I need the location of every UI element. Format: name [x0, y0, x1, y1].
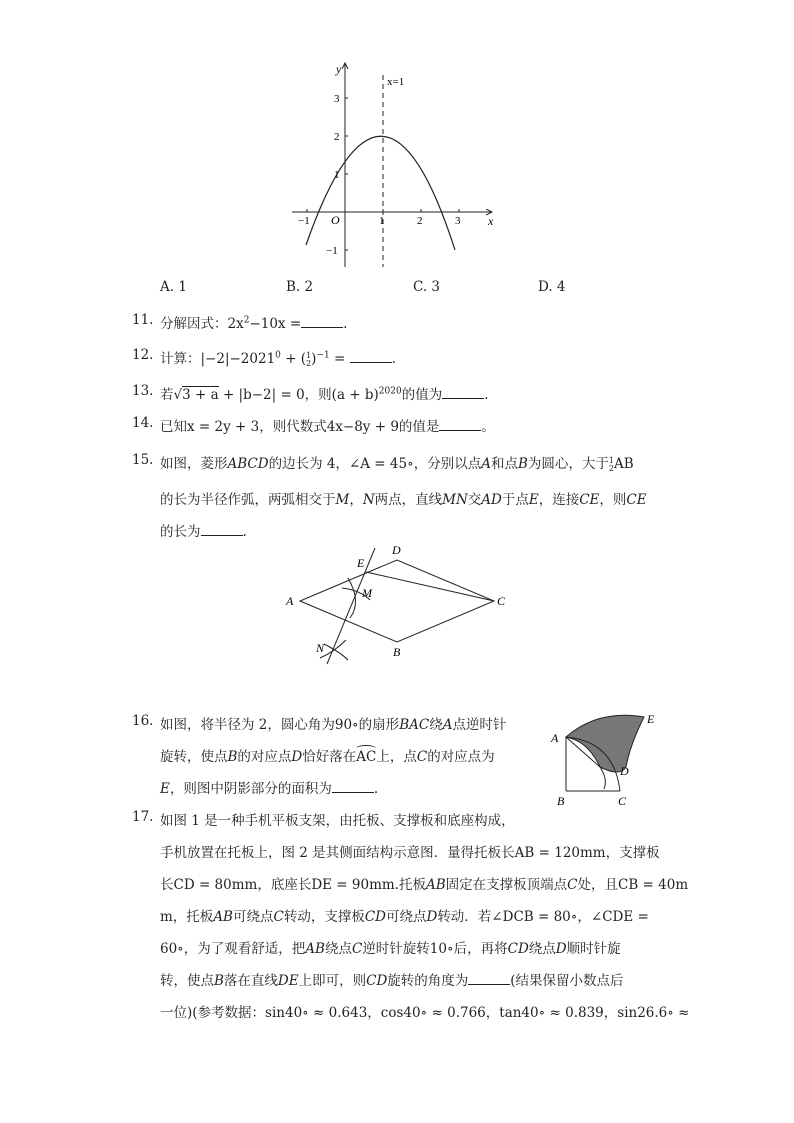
y-tick-2: 2 — [334, 131, 340, 143]
label-e: E — [357, 556, 365, 570]
q16-line2: 旋转，使点B的对应点D恰好落在AC上，点C的对应点为 — [160, 749, 495, 765]
option-a: A. 1 — [160, 279, 187, 295]
answer-blank — [350, 352, 392, 363]
q17-line6: 转，使点B落在直线DE上即可，则CD旋转的角度为 (结果保留小数点后 — [160, 973, 624, 989]
q12-number: 12. — [132, 347, 154, 363]
q13-text: 若√3 + a + |b−2| = 0，则$(a + b)^{2020}$的值为 . — [160, 386, 489, 403]
symmetry-label: x=1 — [387, 76, 405, 88]
answer-blank — [301, 317, 343, 328]
q15-line3: 的长为 . — [160, 524, 247, 540]
label-a: A — [286, 594, 294, 608]
answer-blank — [332, 782, 374, 793]
y-tick-1: 1 — [334, 169, 340, 181]
y-tick-neg1: −1 — [326, 245, 338, 257]
origin-label: O — [331, 213, 340, 227]
q11-text: 分解因式：$2x^2-10x$ = . — [160, 315, 348, 332]
label-c: C — [497, 594, 506, 608]
answer-blank — [439, 420, 481, 431]
label-b: B — [557, 794, 565, 808]
label-c: C — [618, 794, 627, 808]
shaded-region — [566, 715, 644, 772]
label-e: E — [647, 712, 655, 726]
rhombus-figure — [280, 540, 520, 670]
label-m: M — [362, 586, 372, 600]
q14-number: 14. — [132, 415, 154, 431]
x-tick-1: 1 — [379, 215, 385, 227]
q17-line3: 长CD = 80mm，底座长DE = 90mm.托板AB固定在支撑板顶端点C处，且CB = 40m — [160, 877, 689, 893]
sector-figure — [548, 705, 668, 810]
q15-line1: 如图，菱形ABCD的边长为 4，∠A = 45∘，分别以点A和点B为圆心，大于1 2AB — [160, 455, 634, 473]
label-d: D — [620, 764, 629, 778]
q11-number: 11. — [132, 312, 154, 328]
q17-line2: 手机放置在托板上，图 2 是其侧面结构示意图．量得托板长AB = 120mm，支撑板 — [160, 845, 660, 861]
x-tick-neg1: −1 — [298, 215, 310, 227]
label-a: A — [551, 731, 559, 745]
option-c: C. 3 — [413, 279, 441, 295]
q16-line3: E，则图中阴影部分的面积为 . — [160, 781, 379, 797]
label-n: N — [316, 641, 325, 655]
x-tick-3: 3 — [455, 215, 461, 227]
q17-line5: 60∘，为了观看舒适，把AB绕点C逆时针旋转10∘后，再将CD绕点D顺时针旋 — [160, 941, 621, 957]
y-axis-label: y — [336, 62, 342, 76]
q17-line7: 一位)(参考数据：sin40∘ ≈ 0.643，cos40∘ ≈ 0.766，tan40∘ ≈ 0.839，sin26.6∘ ≈ — [160, 1005, 690, 1021]
q15-line2: 的长为半径作弧，两弧相交于M，N两点，直线MN交AD于点E，连接CE，则CE — [160, 492, 647, 508]
answer-blank — [442, 388, 484, 399]
rhombus-abcd — [300, 560, 494, 642]
q12-text: 计算：$|-2|-2021^0 + (1$ 2)$^{-1}$ = . — [160, 350, 396, 368]
label-b: B — [393, 645, 401, 659]
x-axis-label: x — [488, 214, 494, 228]
answer-blank — [201, 525, 243, 536]
parabola-graph — [280, 55, 510, 275]
q17-line4: m，托板AB可绕点C转动，支撑板CD可绕点D转动．若∠DCB = 80∘，∠CDE = — [160, 909, 649, 925]
option-d: D. 4 — [538, 279, 566, 295]
line-mn — [327, 548, 375, 664]
q13-number: 13. — [132, 383, 154, 399]
option-b: B. 2 — [286, 279, 314, 295]
y-tick-3: 3 — [334, 93, 340, 105]
x-tick-2: 2 — [417, 215, 423, 227]
q17-number: 17. — [132, 809, 154, 825]
q17-line1: 如图 1 是一种手机平板支架，由托板、支撑板和底座构成， — [160, 813, 515, 829]
label-d: D — [392, 543, 401, 557]
segment-ce — [366, 572, 494, 601]
parabola-curve — [306, 136, 455, 250]
answer-blank — [468, 974, 510, 985]
q14-text: 已知x = 2y + 3，则代数式4x−8y + 9的值是 。 — [160, 419, 495, 435]
q16-number: 16. — [132, 713, 154, 729]
q16-line1: 如图，将半径为 2，圆心角为90∘的扇形BAC绕A点逆时针 — [160, 717, 507, 733]
q15-number: 15. — [132, 452, 154, 468]
